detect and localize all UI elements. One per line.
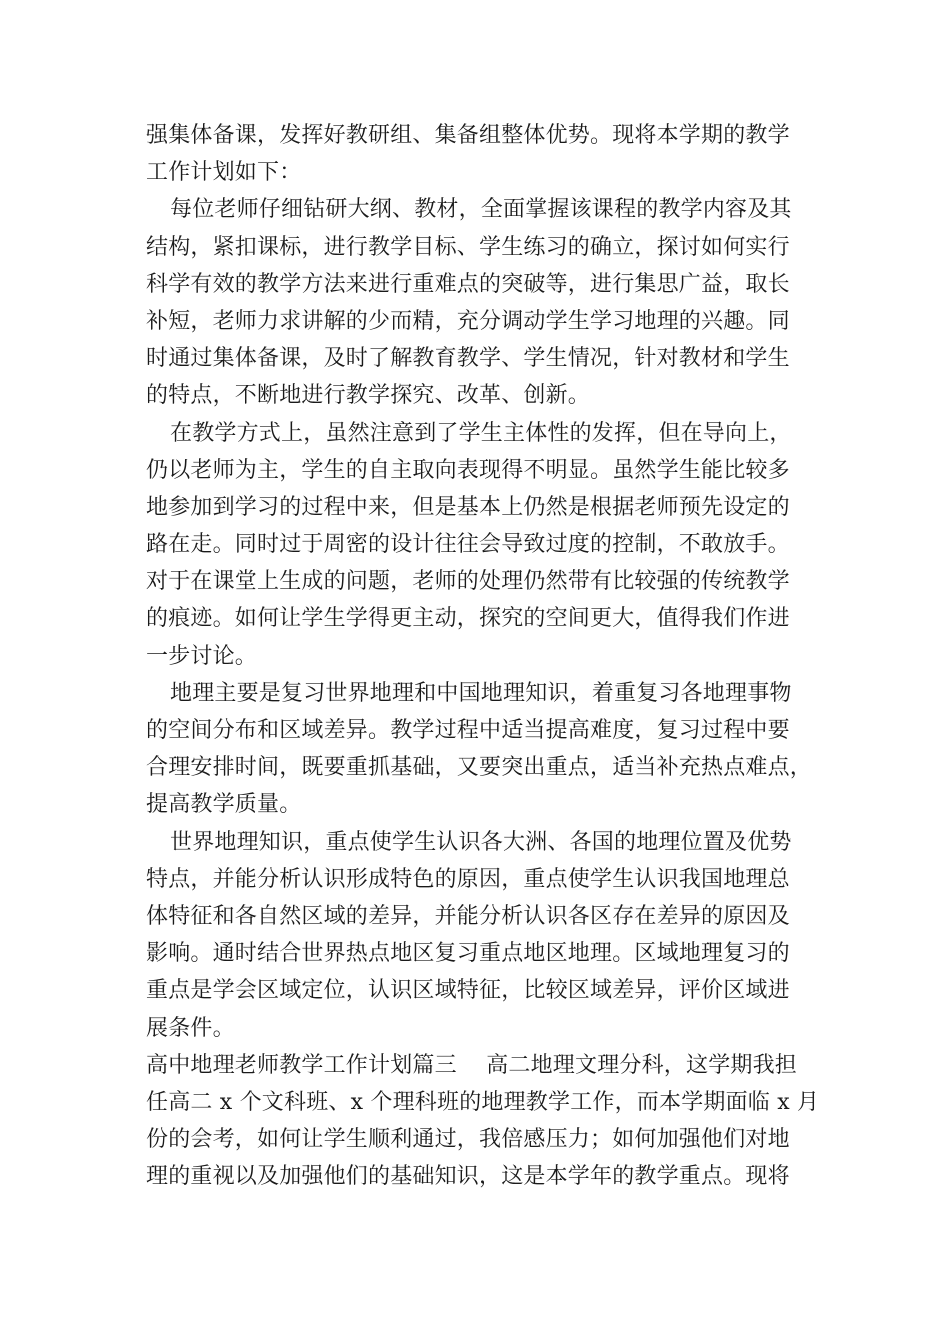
text-line: 的空间分布和区域差异。教学过程中适当提高难度，复习过程中要: [146, 718, 790, 743]
text-line: 任高二 x 个文科班、x 个理科班的地理教学工作，而本学期面临 x 月: [146, 1089, 820, 1115]
text-line: 仍以老师为主，学生的自主取向表现得不明显。虽然学生能比较多: [146, 457, 790, 483]
text-line: 强集体备课，发挥好教研组、集备组整体优势。现将本学期的教学: [146, 123, 790, 148]
text-line: 特点，并能分析认识形成特色的原因，重点使学生认识我国地理总: [146, 866, 790, 892]
text-line: 展条件。: [146, 1015, 235, 1041]
text-line: 时通过集体备课，及时了解教育教学、学生情况，针对教材和学生: [146, 346, 790, 372]
text-line: 体特征和各自然区域的差异，并能分析认识各区存在差异的原因及: [146, 903, 790, 929]
text-line: 高中地理老师教学工作计划篇三 高二地理文理分科，这学期我担: [146, 1052, 797, 1078]
text-line: 世界地理知识，重点使学生认识各大洲、各国的地理位置及优势: [170, 829, 792, 855]
text-line: 份的会考，如何让学生顺利通过，我倍感压力；如何加强他们对地: [146, 1127, 790, 1153]
text-line: 科学有效的教学方法来进行重难点的突破等，进行集思广益，取长: [146, 271, 790, 297]
document-body: [146, 117, 820, 1195]
text-line: 工作计划如下：: [146, 160, 302, 186]
text-line: 合理安排时间，既要重抓基础，又要突出重点，适当补充热点难点，: [146, 755, 813, 781]
text-line: 结构，紧扣课标，进行教学目标、学生练习的确立，探讨如何实行: [146, 234, 790, 260]
text-line: 地理主要是复习世界地理和中国地理知识，着重复习各地理事物: [170, 680, 792, 706]
text-line: 路在走。同时过于周密的设计往往会导致过度的控制，不敢放手。: [146, 532, 790, 558]
text-line: 每位老师仔细钻研大纲、教材，全面掌握该课程的教学内容及其: [170, 197, 792, 223]
text-line: 对于在课堂上生成的问题，老师的处理仍然带有比较强的传统教学: [146, 569, 790, 595]
text-line: 的特点，不断地进行教学探究、改革、创新。: [146, 383, 591, 409]
text-line: 补短，老师力求讲解的少而精，充分调动学生学习地理的兴趣。同: [146, 308, 790, 334]
text-line: 的痕迹。如何让学生学得更主动，探究的空间更大，值得我们作进: [146, 606, 790, 632]
text-line: 影响。通时结合世界热点地区复习重点地区地理。区域地理复习的: [146, 941, 790, 967]
text-line: 提高教学质量。: [146, 792, 302, 818]
text-line: 地参加到学习的过程中来，但是基本上仍然是根据老师预先设定的: [146, 494, 790, 520]
text-line: 理的重视以及加强他们的基础知识，这是本学年的教学重点。现将: [146, 1164, 790, 1190]
text-line: 在教学方式上，虽然注意到了学生主体性的发挥，但在导向上，: [170, 420, 792, 446]
text-line: 重点是学会区域定位，认识区域特征，比较区域差异，评价区域进: [146, 978, 790, 1004]
text-line: 一步讨论。: [146, 643, 258, 669]
